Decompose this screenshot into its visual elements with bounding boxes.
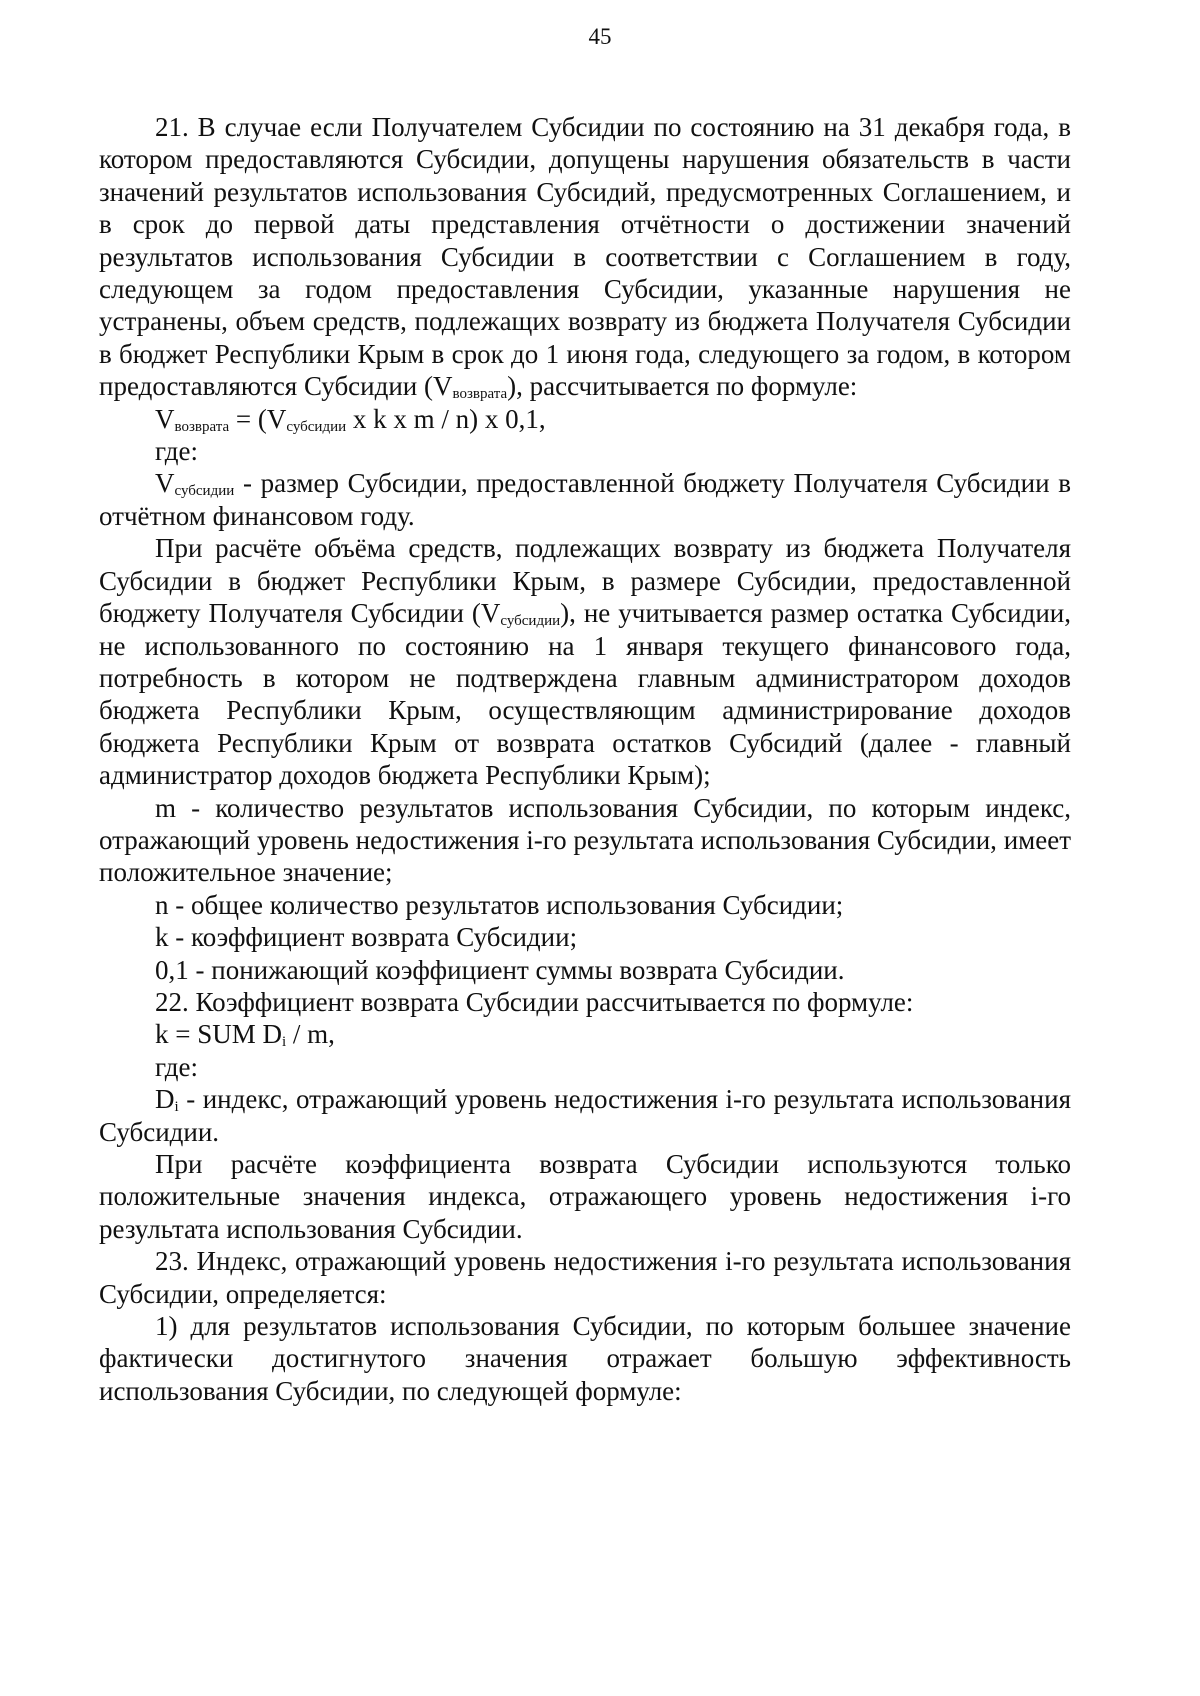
page-number: 45: [588, 24, 612, 49]
formula-2-part-a: k = SUM D: [155, 1019, 282, 1050]
calculation-note-subscript: субсидии: [500, 613, 561, 630]
definition-v-subsidy: [99, 467, 1071, 532]
definition-d-index: [99, 1083, 1071, 1148]
paragraph-23-item-1: 1) для результатов использования Субсидии, по которым большее значение фактически достигнутого значения отражает большую эффективность использования Субсидии, по следующей формуле:: [99, 1311, 1071, 1406]
calculation-note-part-a: При расчёте объёма средств, подлежащих возврату из бюджета Получателя Субсидии в бюджет Республики Крым, в размере Субсидии, предоставленной бюджету Получателя Субсидии (V: [99, 533, 1071, 629]
paragraph-21-end: ), рассчитывается по формуле:: [507, 371, 858, 402]
formula-1-v: V: [155, 403, 175, 434]
calculation-note-part-b: ), не учитывается размер остатка Субсидии, не использованного по состоянию на 1 января текущего финансового года, потребность в котором не подтверждена главным администратором доходов бюджета Республики Крым, осуществляющим администрирование доходов бюджета Республики Крым от возврата остатков Субсидий (далее - главный администратор доходов бюджета Республики Крым);: [99, 598, 1071, 791]
definition-d-text: - индекс, отражающий уровень недостижения i-го результата использования Субсидии.: [99, 1084, 1071, 1147]
definition-n: n - общее количество результатов использования Субсидии;: [155, 889, 844, 920]
paragraph-21-text: 21. В случае если Получателем Субсидии по состоянию на 31 декабря года, в котором предоставляются Субсидии, допущены нарушения обязательств в части значений результатов использования Субсидий, предусмотренных Соглашением, и в срок до первой даты представления отчётности о достижении значений результатов использования Субсидии в соответствии с Соглашением в году, следующем за годом предоставления Субсидии, указанные нарушения не устранены, объем средств, подлежащих возврату из бюджета Получателя Субсидии в бюджет Республики Крым в срок до 1 июня года, следующего за годом, в котором предоставляются Субсидии (V: [99, 112, 1071, 402]
formula-2-subscript: i: [282, 1034, 287, 1051]
paragraph-21: [99, 111, 1071, 403]
calculation-note-volume: [99, 532, 1071, 791]
calculation-note-coefficient: При расчёте коэффициента возврата Субсидии используются только положительные значения индекса, отражающего уровень недостижения i-го результата использования Субсидии.: [99, 1149, 1071, 1244]
definition-m: m - количество результатов использования Субсидии, по которым индекс, отражающий уровень недостижения i-го результата использования Субсидии, имеет положительное значение;: [99, 792, 1071, 888]
definition-0-1: 0,1 - понижающий коэффициент суммы возврата Субсидии.: [155, 954, 845, 985]
paragraph-21-subscript: возврата: [452, 386, 508, 403]
formula-1-equals: = (V: [229, 403, 287, 434]
definition-v-text: - размер Субсидии, предоставленной бюджету Получателя Субсидии в отчётном финансовом году.: [99, 468, 1071, 531]
formula-1-rest: x k x m / n) x 0,1,: [346, 403, 546, 434]
definition-v-subscript: субсидии: [174, 483, 235, 500]
paragraph-23: 23. Индекс, отражающий уровень недостижения i-го результата использования Субсидии, определяется:: [99, 1246, 1071, 1309]
definition-v-variable: V: [155, 468, 175, 499]
formula-return-coefficient: [99, 1018, 1071, 1050]
document-body: [99, 111, 1071, 1407]
paragraph-22: 22. Коэффициент возврата Субсидии рассчитывается по формуле:: [155, 986, 914, 1017]
definition-k: k - коэффициент возврата Субсидии;: [155, 922, 578, 953]
formula-1-v2-subscript: субсидии: [286, 418, 347, 435]
formula-2-part-b: / m,: [286, 1019, 335, 1050]
where-label-2: где:: [155, 1051, 198, 1082]
where-label-1: где:: [155, 436, 198, 467]
formula-1-v-subscript: возврата: [174, 418, 230, 435]
formula-return-volume: [99, 403, 1071, 435]
definition-d-variable: D: [155, 1084, 175, 1115]
definition-d-subscript: i: [174, 1099, 179, 1116]
